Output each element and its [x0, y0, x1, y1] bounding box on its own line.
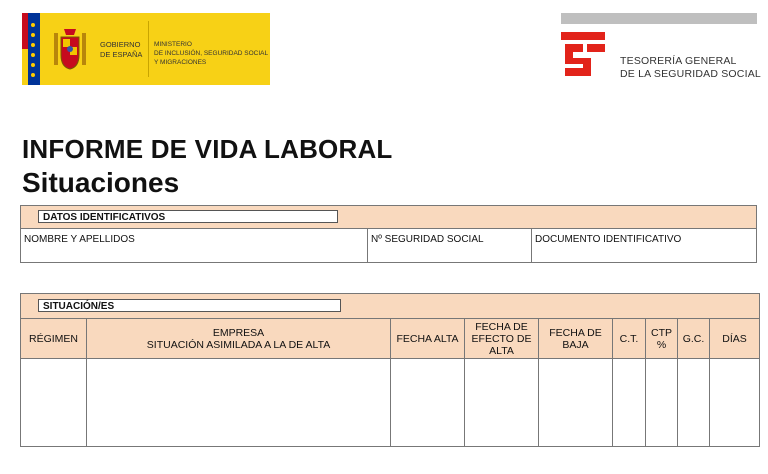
gov-line1: GOBIERNO: [100, 40, 141, 49]
identification-heading: DATOS IDENTIFICATIVOS: [38, 210, 338, 223]
tgss-line1: TESORERÍA GENERAL: [620, 55, 737, 67]
ministry-line3: Y MIGRACIONES: [154, 59, 207, 66]
column-header: C.T.: [613, 319, 645, 359]
col-regimen: [21, 319, 87, 446]
flag-icon: [22, 13, 40, 85]
section-header: [21, 206, 756, 229]
gov-line2: DE ESPAÑA: [100, 50, 143, 59]
column-header: EMPRESA SITUACIÓN ASIMILADA A LA DE ALTA: [87, 319, 390, 359]
section-header: [21, 294, 759, 319]
tgss-header-bar: [561, 13, 757, 24]
name-field: NOMBRE Y APELLIDOS: [21, 229, 368, 262]
id-document-field: DOCUMENTO IDENTIFICATIVO: [535, 234, 682, 245]
col-fecha-alta: [391, 319, 465, 446]
government-logo: [22, 13, 270, 85]
ministry-line1: MINISTERIO: [154, 41, 192, 48]
col-ctp: [646, 319, 678, 446]
ss-number-field: Nº SEGURIDAD SOCIAL: [368, 229, 532, 262]
government-name: [100, 40, 142, 60]
col-ct: [613, 319, 646, 446]
col-dias: [710, 319, 759, 446]
identification-section: [20, 205, 757, 263]
tgss-line2: DE LA SEGURIDAD SOCIAL: [620, 68, 761, 80]
col-fecha-baja: [539, 319, 613, 446]
page-subtitle: Situaciones: [22, 167, 180, 198]
ministry-name: [154, 40, 268, 67]
col-empresa: [87, 319, 391, 446]
column-header: DÍAS: [710, 319, 759, 359]
column-header: CTP %: [646, 319, 677, 359]
ministry-line2: DE INCLUSIÓN, SEGURIDAD SOCIAL: [154, 50, 269, 57]
page-title: INFORME DE VIDA LABORAL: [22, 134, 393, 164]
col-gc: [678, 319, 710, 446]
col-fecha-efecto: [465, 319, 539, 446]
tgss-name: [620, 55, 761, 81]
column-header: FECHA DE BAJA: [539, 319, 612, 359]
tgss-logo-icon: [561, 30, 607, 76]
logo-divider: [148, 21, 149, 77]
column-header: FECHA DE EFECTO DE ALTA: [465, 319, 538, 359]
situations-section: [20, 293, 760, 447]
situations-heading: SITUACIÓN/ES: [38, 299, 341, 312]
column-header: FECHA ALTA: [391, 319, 464, 359]
situations-table: [21, 319, 759, 446]
column-header: RÉGIMEN: [21, 319, 86, 359]
column-header: G.C.: [678, 319, 709, 359]
coat-of-arms-icon: [52, 25, 88, 73]
